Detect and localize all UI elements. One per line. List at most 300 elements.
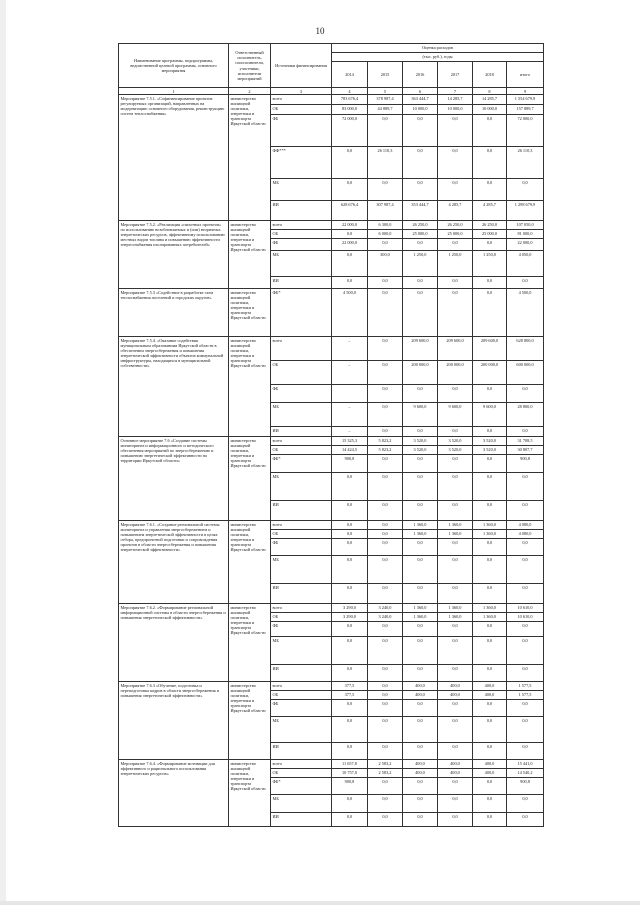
amount-cell: 0,0: [473, 179, 507, 201]
amount-cell: 0,0: [473, 277, 507, 289]
amount-cell: 0,0: [403, 622, 438, 637]
amount-cell: 0,0: [368, 455, 403, 473]
funding-source: ИИ: [271, 665, 332, 682]
amount-cell: 0,0: [438, 743, 473, 760]
amount-cell: 0,0: [403, 115, 438, 147]
amount-cell: 30 807,7: [507, 446, 544, 455]
scan-edge-bottom: [0, 901, 640, 905]
amount-cell: 0,0: [473, 813, 507, 827]
amount-cell: 4 050,0: [507, 251, 544, 277]
amount-cell: 0,0: [403, 665, 438, 682]
amount-cell: 0,0: [368, 521, 403, 530]
header-column-number: 6: [403, 88, 438, 95]
amount-cell: 0,0: [438, 115, 473, 147]
amount-cell: 9 600,0: [438, 403, 473, 427]
amount-cell: 0,0: [332, 251, 368, 277]
amount-cell: 0,0: [332, 700, 368, 717]
amount-cell: 0,0: [403, 385, 438, 403]
amount-cell: 0,0: [368, 556, 403, 584]
funding-source: МБ: [271, 179, 332, 201]
header-year: 2018: [473, 62, 507, 88]
amount-cell: 400,0: [438, 760, 473, 769]
amount-cell: 10 757,0: [332, 769, 368, 778]
amount-cell: 300,0: [368, 251, 403, 277]
amount-cell: 0,0: [368, 622, 403, 637]
amount-cell: 31 708,5: [507, 437, 544, 446]
funding-source: ОБ: [271, 446, 332, 455]
amount-cell: 0,0: [403, 427, 438, 437]
amount-cell: 0,0: [438, 700, 473, 717]
amount-cell: 0,0: [403, 637, 438, 665]
amount-cell: 400,0: [473, 760, 507, 769]
header-column-number: 9: [507, 88, 544, 95]
amount-cell: 6 000,0: [368, 230, 403, 239]
amount-cell: 0,0: [438, 277, 473, 289]
amount-cell: 0,0: [507, 427, 544, 437]
amount-cell: 0,0: [473, 717, 507, 743]
amount-cell: 0,0: [368, 501, 403, 521]
amount-cell: 0,0: [438, 637, 473, 665]
amount-cell: 0,0: [403, 778, 438, 795]
amount-cell: 0,0: [473, 665, 507, 682]
amount-cell: 0,0: [473, 147, 507, 179]
amount-cell: 1 250,0: [438, 251, 473, 277]
header-year: 2014: [332, 62, 368, 88]
amount-cell: 3 520,0: [438, 446, 473, 455]
amount-cell: 0,0: [332, 717, 368, 743]
amount-cell: 0,0: [368, 665, 403, 682]
table-row: [119, 760, 544, 769]
responsible-executor: министерство жилищной политики, энергетики и транспорта Иркутской области: [229, 604, 271, 682]
amount-cell: 0,0: [403, 455, 438, 473]
amount-cell: 0,0: [332, 147, 368, 179]
funding-source: всего: [271, 221, 332, 230]
amount-cell: 10 000,0: [438, 105, 473, 115]
amount-cell: –: [332, 403, 368, 427]
amount-cell: 2 583,2: [368, 760, 403, 769]
funding-source: ФБ: [271, 539, 332, 556]
amount-cell: 10 610,0: [507, 613, 544, 622]
amount-cell: 400,0: [473, 769, 507, 778]
amount-cell: 628 676,4: [332, 201, 368, 221]
responsible-executor: министерство жилищной политики, энергетики и транспорта Иркутской области: [229, 221, 271, 289]
amount-cell: 0,0: [332, 501, 368, 521]
amount-cell: 3 520,0: [473, 446, 507, 455]
funding-source: МБ: [271, 637, 332, 665]
responsible-executor: министерство жилищной политики, энергетики и транспорта Иркутской области: [229, 760, 271, 827]
amount-cell: 83 000,0: [332, 105, 368, 115]
header-column-number: 5: [368, 88, 403, 95]
amount-cell: 0,0: [473, 239, 507, 251]
amount-cell: 0,0: [368, 115, 403, 147]
funding-source: ФБ: [271, 115, 332, 147]
activity-name: Мероприятие 7.6.3 «Обучение, подготовка и переподготовка кадров в области энергосбережения и повышения энергетической эффективности»: [119, 682, 229, 760]
funding-source: МБ: [271, 795, 332, 813]
amount-cell: 26 250,0: [403, 221, 438, 230]
activity-name: Мероприятие 7.5.1. «Софинансирование проектов регулируемых организаций, направленных на модернизацию основного оборудования, реконструкцию систем теплоснабжения»: [119, 95, 229, 221]
amount-cell: 3 520,0: [473, 437, 507, 446]
amount-cell: 81 000,0: [507, 230, 544, 239]
amount-cell: 0,0: [403, 473, 438, 501]
funding-source: ОБ: [271, 613, 332, 622]
amount-cell: 0,0: [403, 277, 438, 289]
amount-cell: –: [332, 337, 368, 361]
amount-cell: 0,0: [332, 556, 368, 584]
amount-cell: 0,0: [403, 717, 438, 743]
amount-cell: 44 889,7: [368, 105, 403, 115]
amount-cell: [332, 385, 368, 403]
amount-cell: 0,0: [403, 743, 438, 760]
amount-cell: 1 360,0: [438, 613, 473, 622]
funding-source: ОБ: [271, 361, 332, 385]
amount-cell: 400,0: [438, 769, 473, 778]
amount-cell: 0,0: [332, 530, 368, 539]
amount-cell: 157 889,7: [507, 105, 544, 115]
amount-cell: 1 360,0: [438, 604, 473, 613]
amount-cell: 0,0: [368, 403, 403, 427]
amount-cell: 14 285,7: [473, 95, 507, 105]
amount-cell: 400,0: [403, 760, 438, 769]
amount-cell: 0,0: [438, 473, 473, 501]
header-source: Источники финансирования: [271, 44, 332, 88]
amount-cell: 0,0: [507, 501, 544, 521]
amount-cell: 0,0: [368, 743, 403, 760]
amount-cell: 10 000,0: [473, 105, 507, 115]
amount-cell: 4 080,0: [507, 521, 544, 530]
funding-source: всего: [271, 682, 332, 691]
amount-cell: 0,0: [473, 289, 507, 337]
amount-cell: 400,0: [403, 691, 438, 700]
amount-cell: 0,0: [507, 637, 544, 665]
funding-source: ИИ: [271, 427, 332, 437]
amount-cell: 0,0: [332, 637, 368, 665]
activity-name: Основное мероприятие 7.6 «Создание системы мониторинга и информационного и методического обеспечения мероприятий по энергосбережению и повышению энергетической эффективности на территории Иркутской области»: [119, 437, 229, 521]
amount-cell: 0,0: [473, 556, 507, 584]
funding-source: ИИ: [271, 201, 332, 221]
amount-cell: 0,0: [438, 179, 473, 201]
amount-cell: 0,0: [332, 665, 368, 682]
amount-cell: 0,0: [473, 385, 507, 403]
amount-cell: 0,0: [368, 637, 403, 665]
amount-cell: 0,0: [332, 277, 368, 289]
responsible-executor: министерство жилищной политики, энергетики и транспорта Иркутской области: [229, 95, 271, 221]
amount-cell: 1 577,5: [507, 691, 544, 700]
amount-cell: 0,0: [507, 277, 544, 289]
amount-cell: 377,5: [332, 691, 368, 700]
amount-cell: 0,0: [438, 455, 473, 473]
amount-cell: 200 000,0: [473, 361, 507, 385]
amount-cell: 0,0: [368, 179, 403, 201]
amount-cell: 1 360,0: [403, 613, 438, 622]
amount-cell: 0,0: [368, 385, 403, 403]
amount-cell: 0,0: [473, 501, 507, 521]
amount-cell: 0,0: [473, 473, 507, 501]
amount-cell: 0,0: [368, 795, 403, 813]
amount-cell: 0,0: [403, 539, 438, 556]
amount-cell: 25 000,0: [438, 230, 473, 239]
amount-cell: 1 360,0: [438, 521, 473, 530]
amount-cell: 377,5: [332, 682, 368, 691]
amount-cell: 1 250,0: [403, 251, 438, 277]
amount-cell: 0,0: [507, 743, 544, 760]
amount-cell: 0,0: [332, 622, 368, 637]
funding-source: МБ: [271, 717, 332, 743]
amount-cell: 600 000,0: [507, 361, 544, 385]
amount-cell: 0,0: [473, 700, 507, 717]
amount-cell: 0,0: [507, 717, 544, 743]
funding-source: всего: [271, 521, 332, 530]
amount-cell: 9 600,0: [473, 403, 507, 427]
table-row: [119, 337, 544, 361]
responsible-executor: министерство жилищной политики, энергетики и транспорта Иркутской области: [229, 337, 271, 437]
amount-cell: 0,0: [473, 743, 507, 760]
amount-cell: 0,0: [507, 539, 544, 556]
amount-cell: 0,0: [368, 778, 403, 795]
amount-cell: 10 000,0: [403, 105, 438, 115]
amount-cell: 363 444,7: [403, 95, 438, 105]
funding-source: ИИ: [271, 813, 332, 827]
amount-cell: 0,0: [332, 230, 368, 239]
funding-source: всего: [271, 337, 332, 361]
amount-cell: 2 583,2: [368, 769, 403, 778]
amount-cell: 0,0: [368, 717, 403, 743]
amount-cell: 209 600,0: [438, 337, 473, 361]
amount-cell: 0,0: [332, 179, 368, 201]
amount-cell: 3 240,0: [368, 604, 403, 613]
funding-source: ИИ: [271, 277, 332, 289]
amount-cell: 3 290,0: [332, 613, 368, 622]
amount-cell: 0,0: [403, 501, 438, 521]
amount-cell: 0,0: [507, 385, 544, 403]
amount-cell: 0,0: [473, 795, 507, 813]
responsible-executor: министерство жилищной политики, энергетики и транспорта Иркутской области: [229, 437, 271, 521]
amount-cell: 0,0: [368, 239, 403, 251]
amount-cell: 0,0: [438, 813, 473, 827]
amount-cell: 0,0: [403, 556, 438, 584]
amount-cell: 22 000,0: [332, 239, 368, 251]
amount-cell: 25 000,0: [403, 230, 438, 239]
amount-cell: 0,0: [332, 795, 368, 813]
amount-cell: 3 240,0: [368, 613, 403, 622]
amount-cell: 1 360,0: [403, 604, 438, 613]
amount-cell: 900,8: [507, 455, 544, 473]
funding-source: ФБ: [271, 622, 332, 637]
amount-cell: 15 325,3: [332, 437, 368, 446]
amount-cell: 1 360,0: [473, 530, 507, 539]
amount-cell: 0,0: [368, 277, 403, 289]
amount-cell: 0,0: [473, 622, 507, 637]
amount-cell: 0,0: [438, 795, 473, 813]
amount-cell: 900,8: [332, 455, 368, 473]
amount-cell: 209 600,0: [473, 337, 507, 361]
funding-source: МБ: [271, 251, 332, 277]
amount-cell: 5 823,2: [368, 437, 403, 446]
amount-cell: 0,0: [368, 584, 403, 604]
header-year: 2017: [438, 62, 473, 88]
amount-cell: 107 050,0: [507, 221, 544, 230]
amount-cell: 0,0: [403, 795, 438, 813]
amount-cell: 0,0: [473, 778, 507, 795]
header-units: (тыс. руб.), годы: [332, 53, 544, 62]
header-estimate: Оценка расходов: [332, 44, 544, 53]
amount-cell: 5 823,2: [368, 446, 403, 455]
funding-source: ОБ: [271, 530, 332, 539]
amount-cell: 0,0: [507, 556, 544, 584]
amount-cell: 0,0: [473, 115, 507, 147]
amount-cell: 6 300,0: [368, 221, 403, 230]
amount-cell: 628 800,0: [507, 337, 544, 361]
amount-cell: 0,0: [368, 530, 403, 539]
funding-source: ФБ: [271, 239, 332, 251]
amount-cell: 72 000,0: [332, 115, 368, 147]
amount-cell: 400,0: [403, 682, 438, 691]
amount-cell: 1 360,0: [473, 604, 507, 613]
table-row: [119, 289, 544, 337]
amount-cell: 1 298 679,9: [507, 201, 544, 221]
amount-cell: 0,0: [332, 521, 368, 530]
amount-cell: 0,0: [438, 717, 473, 743]
amount-cell: 0,0: [368, 700, 403, 717]
amount-cell: 400,0: [403, 769, 438, 778]
header-year: 2015: [368, 62, 403, 88]
responsible-executor: министерство жилищной политики, энергетики и транспорта Иркутской области: [229, 521, 271, 604]
amount-cell: 0,0: [438, 427, 473, 437]
amount-cell: 3 290,0: [332, 604, 368, 613]
amount-cell: 0,0: [438, 239, 473, 251]
amount-cell: 200 000,0: [438, 361, 473, 385]
amount-cell: 0,0: [507, 179, 544, 201]
page-number: 10: [315, 26, 325, 36]
amount-cell: 0,0: [507, 584, 544, 604]
amount-cell: 0,0: [438, 665, 473, 682]
amount-cell: 0,0: [403, 239, 438, 251]
amount-cell: 4 285,7: [473, 201, 507, 221]
header-column-number: 2: [229, 88, 271, 95]
amount-cell: 0,0: [438, 584, 473, 604]
amount-cell: 26 110,3: [368, 147, 403, 179]
amount-cell: 0,0: [473, 427, 507, 437]
table-row: [119, 95, 544, 105]
table-row: [119, 604, 544, 613]
amount-cell: 0,0: [403, 147, 438, 179]
amount-cell: 4 080,0: [507, 530, 544, 539]
amount-cell: 0,0: [332, 473, 368, 501]
amount-cell: 3 520,0: [403, 437, 438, 446]
amount-cell: –: [332, 361, 368, 385]
funding-source: ИИ: [271, 743, 332, 760]
funding-source: ОБ: [271, 769, 332, 778]
amount-cell: 0,0: [368, 361, 403, 385]
amount-cell: 26 110,3: [507, 147, 544, 179]
amount-cell: 400,0: [438, 691, 473, 700]
activity-name: Мероприятие 7.6.4. «Формирование мотивации для эффективного и рационального использования энергетических ресурсов»: [119, 760, 229, 827]
amount-cell: 0,0: [368, 473, 403, 501]
amount-cell: 14 540,2: [507, 769, 544, 778]
amount-cell: 26 250,0: [438, 221, 473, 230]
amount-cell: 15 441,0: [507, 760, 544, 769]
amount-cell: 0,0: [332, 539, 368, 556]
funding-source: ОБ: [271, 691, 332, 700]
amount-cell: 0,0: [438, 501, 473, 521]
amount-cell: 4 500,0: [507, 289, 544, 337]
responsible-executor: министерство жилищной политики, энергетики и транспорта Иркутской области: [229, 289, 271, 337]
activity-name: Мероприятие 7.5.4. «Оказание содействия муниципальным образованиям Иркутской области в обеспечении энергосбережения и повышения энергетической эффективности объектов коммунальной инфраструктуры, находящихся в муниципальной собственности»: [119, 337, 229, 437]
amount-cell: 0,0: [332, 813, 368, 827]
amount-cell: 0,0: [438, 556, 473, 584]
amount-cell: 0,0: [403, 584, 438, 604]
budget-table: [118, 43, 544, 827]
amount-cell: 0,0: [473, 539, 507, 556]
activity-name: Мероприятие 7.5.2. «Реализация «пилотных проектов» по использованию возобновляемых и (или) вторичных энергетических ресурсов, эффективному использованию местных видов топлива и повышению эффективности энергоснабжения изолированных потребителей»: [119, 221, 229, 289]
funding-source: ФБ*: [271, 289, 332, 337]
funding-source: всего: [271, 760, 332, 769]
amount-cell: 9 600,0: [403, 403, 438, 427]
funding-source: ФФ***: [271, 147, 332, 179]
amount-cell: 0,0: [332, 584, 368, 604]
amount-cell: 0,0: [438, 778, 473, 795]
amount-cell: 0,0: [507, 700, 544, 717]
amount-cell: 400,0: [473, 691, 507, 700]
table-row: [119, 221, 544, 230]
amount-cell: 209 600,0: [403, 337, 438, 361]
amount-cell: 0,0: [403, 179, 438, 201]
amount-cell: 72 000,0: [507, 115, 544, 147]
amount-cell: 1 554 679,9: [507, 95, 544, 105]
funding-source: ФБ*: [271, 778, 332, 795]
amount-cell: 0,0: [438, 289, 473, 337]
header-column-number: 1: [119, 88, 229, 95]
amount-cell: 400,0: [473, 682, 507, 691]
amount-cell: 0,0: [368, 337, 403, 361]
header-column-number: 7: [438, 88, 473, 95]
amount-cell: 4 285,7: [438, 201, 473, 221]
responsible-executor: министерство жилищной политики, энергетики и транспорта Иркутской области: [229, 682, 271, 760]
amount-cell: 0,0: [368, 289, 403, 337]
funding-source: ИИ: [271, 584, 332, 604]
activity-name: Мероприятие 7.6.2. «Формирование региональной информационной системы в области энергосбережения и повышения энергетической эффективности»: [119, 604, 229, 682]
funding-source: всего: [271, 604, 332, 613]
amount-cell: 1 360,0: [473, 613, 507, 622]
table-row: [119, 437, 544, 446]
funding-source: ФБ*: [271, 455, 332, 473]
header-column-number: 8: [473, 88, 507, 95]
amount-cell: 0,0: [507, 795, 544, 813]
funding-source: всего: [271, 95, 332, 105]
amount-cell: 0,0: [438, 147, 473, 179]
amount-cell: 10 610,0: [507, 604, 544, 613]
amount-cell: 0,0: [403, 700, 438, 717]
amount-cell: 28 800,0: [507, 403, 544, 427]
amount-cell: 0,0: [438, 539, 473, 556]
amount-cell: 200 000,0: [403, 361, 438, 385]
header-year: итого: [507, 62, 544, 88]
amount-cell: 4 500,0: [332, 289, 368, 337]
amount-cell: 25 000,0: [473, 230, 507, 239]
funding-source: ОБ: [271, 230, 332, 239]
activity-name: Мероприятие 7.6.1. «Создание региональной системы мониторинга и управления энергосбережением и повышением энергетической эффективности в целях отбора, предпроектной подготовки и сопровождения проектов в области энергосбережения и повышения энергетической эффективности»: [119, 521, 229, 604]
funding-source: ИИ: [271, 501, 332, 521]
amount-cell: 0,0: [368, 813, 403, 827]
amount-cell: 400,0: [438, 682, 473, 691]
amount-cell: 307 987,4: [368, 201, 403, 221]
amount-cell: 22 000,0: [332, 221, 368, 230]
amount-cell: 1 577,5: [507, 682, 544, 691]
amount-cell: 0,0: [368, 539, 403, 556]
amount-cell: 1 360,0: [473, 521, 507, 530]
amount-cell: 3 520,0: [403, 446, 438, 455]
table-row: [119, 521, 544, 530]
amount-cell: 14 285,7: [438, 95, 473, 105]
